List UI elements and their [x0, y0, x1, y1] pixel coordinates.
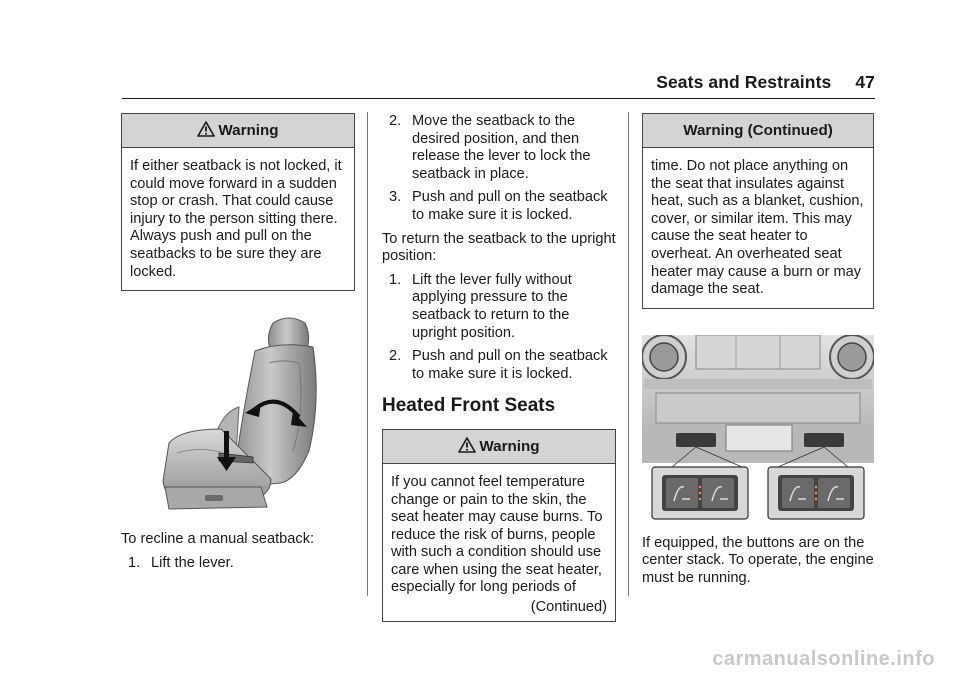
- list-item: 1. Lift the lever.: [128, 554, 234, 571]
- warning-title: Warning: [218, 122, 279, 139]
- recline-steps-continued: [382, 113, 616, 225]
- warning-box-heated-seats: [382, 429, 616, 622]
- recline-steps: [121, 555, 355, 573]
- warning-box-seatback: [121, 113, 355, 291]
- watermark: carmanualsonline.info: [712, 648, 935, 670]
- continued-label: (Continued): [530, 599, 607, 616]
- header-rule: [122, 98, 875, 99]
- list-item: 2. Move the seatback to the desired position, and then release the lever to lock the seatback in place.: [389, 113, 591, 182]
- left-column: [121, 113, 355, 578]
- middle-column: [382, 113, 616, 622]
- warning-box-continued: [642, 113, 874, 309]
- upright-steps: [382, 272, 616, 384]
- warning-body: [383, 464, 615, 621]
- warning-icon: [197, 121, 215, 137]
- warning-body: time. Do not place anything on the seat that insulates against heat, such as a blanket, cushion, cover, or similar item. This may cause the seat heater to overheat. An overheated seat heater may cause a burn or may damage the seat.: [651, 158, 864, 298]
- recline-intro: To recline a manual seatback:: [121, 531, 315, 548]
- heated-seat-caption: If equipped, the buttons are on the center stack. To operate, the engine must be running.: [642, 534, 874, 586]
- list-item: 2. Push and pull on the seatback to make sure it is locked.: [389, 348, 608, 382]
- column-divider-left: [367, 112, 368, 596]
- heated-front-seats-heading: Heated Front Seats: [382, 395, 556, 417]
- warning-icon: [458, 437, 476, 453]
- warning-header: Warning (Continued): [643, 114, 873, 148]
- upright-intro: To return the seatback to the upright position:: [382, 230, 616, 265]
- warning-header: [383, 430, 615, 464]
- page-number: 47: [855, 72, 875, 92]
- warning-text: If you cannot feel temperature change or pain to the skin, the seat heater may cause burns. To reduce the risk of burns, people with such a condition should use care when using the seat heater, especially for long periods of: [391, 473, 603, 596]
- right-column: [642, 113, 874, 594]
- list-item: 3. Push and pull on the seatback to make sure it is locked.: [389, 189, 608, 223]
- warning-title: Warning: [479, 437, 540, 455]
- column-divider-right: [628, 112, 629, 596]
- list-item: 1. Lift the lever fully without applying pressure to the seatback to return to the upright position.: [389, 271, 572, 341]
- section-title: Seats and Restraints: [656, 72, 832, 92]
- page-header: [0, 72, 875, 93]
- warning-body: If either seatback is not locked, it could move forward in a sudden stop or crash. That could cause injury to the person sitting there. Always push and pull on the seatbacks to be sure they are locked.: [130, 158, 342, 280]
- warning-header: [122, 114, 354, 148]
- heated-seat-buttons-photo: [642, 335, 874, 523]
- seat-recline-illustration: [121, 311, 355, 517]
